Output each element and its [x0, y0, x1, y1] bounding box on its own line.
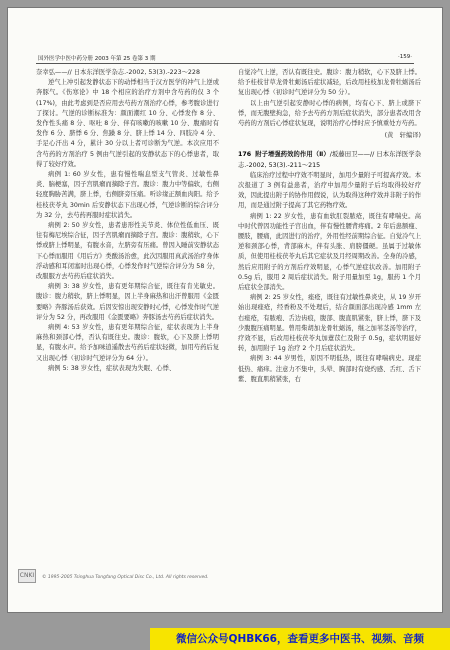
article-paragraph: 病例 1: 22 岁女性，患有血软肛裂脓疮，既往有哮喘史。高中时代曾因功能性子宫出血，伴有慢性腰背疼痛。2 年后患额瘦、腰肢，腰痛，此因进行的治疗，外用性经前期综合征。自觉冷气上逆和颈部心悸，背部麻木，伴有头胀、肩膀僵硬。虽属于过敏体质，但使用桂枝茯苓丸后其它症状及月经周期改善。全身的冷感，然后应用附子的方剂后疗效明显，心悸气逆症状改善。加用附子 0.5g 后，服用 2 周后症状消失。附子用量加至 1g，服药 1 个月后症状全部消失。 [238, 212, 421, 292]
article-author-source: /坂藤田卫——// 日本东洋医学杂志.-2002, 53(3).-211～215 [238, 151, 421, 169]
copyright-notice: © 1995-2005 Tsinghua Tongfang Optical Disc Co., Ltd. All rights reserved. [42, 575, 209, 580]
left-column [36, 68, 219, 374]
left-column-paragraph: 奈幸弘——// 日本东洋医学杂志.-2002, 53(3).-223～228 [36, 69, 200, 76]
publisher-logo-icon: CNKI [18, 569, 36, 583]
header-rule [36, 63, 414, 64]
article-title: 附子增强药效的作用（Ⅱ） [255, 151, 330, 159]
left-column-paragraph: 病例 3: 38 岁女性，患有更年期综合征，既往有肯光敏史。腹诊：腹力稍软，脐上悸明显，因上半身麻热和出汗曾服用《金匮要略》奔豚汤后获效。后因安惊出现安静时心悸，心悸发作时气逆评分为 52 分，再改服用《金匮要略》奔豚汤去芍药后症状消失。 [36, 283, 219, 321]
right-column-paragraph: 自觉冷气上逆，否认有既往史。腹诊：腹力稍软，心下及脐上悸。给予桂枝甘草龙骨牡蛎汤后症状减轻，后改用桂枝加龙骨牡蛎汤后复出现心悸（初诊时气逆评分为 50 分）。 [238, 69, 421, 97]
article-number: 176 [238, 151, 252, 159]
left-column-paragraph: 病例 2: 50 岁女性，患者患形性关节炎、体位性低血压、既往有梅尼埃综合征，因子宫肌瘤而摘除子宫。腹诊：腹稍软，心下悸或脐上悸明显，有腹水音，左脐旁有压痛。曾因入睡前安静状态下心悸而服用《用后方》类酸汤治愈，此次因服用真武汤治疗身体浮动感和耳闭塞时出现心悸，心悸发作时气逆综合评分为 58 分，改服服方去芍药后症状消失。 [36, 222, 219, 281]
left-column-paragraph: 逆气上冲引起发静状态下的动悸相当于汉方医学的冲气上逆或奔豚气。《伤寒论》中 18 个相应的治疗方剂中含芍药的仅 3 个(17%)，由此考虑到是否应用去芍药方剂治疗心悸，参考腹诊进行了探讨。气逆的诊断标准为：颜面潮红 10 分、心悸发作 8 分、发作性头痛 8 分、呕吐 8 分、伴有咳嗽的咳嗽 10 分、腹痛时有发作 6 分、脐悸 6 分、焦躁 8 分、脐上悸 14 分、四肢冷 4 分、手足心汗出 4 分，累计 30 分以上者可诊断为气逆。本次应用不含芍药的方剂治疗 5 例由气逆引起的安静状态下的心悸患者，取得了较好疗效。 [36, 79, 219, 168]
right-column-paragraph: 以上由气逆引起安静时心悸的病例，均有心下、脐上或脐下悸，而无腹壁拘急，给予去芍药方剂后症状消失，部分患者改用含芍药的方剂后心悸症状复现，说明治疗心悸时应予慎重处方芍药。 [238, 99, 421, 128]
article-paragraph: 病例 3: 44 岁男性，原因不明低热，既往有哮喘病史。现症低热、痛痒。注意力不集中，头晕、胸部时有烧灼感、舌红、舌下紫、腹直肌稍紧张，右 [238, 355, 421, 383]
journal-page [8, 8, 442, 612]
promo-banner: 微信公众号QHBK66，查看更多中医书、视频、音频 [150, 628, 450, 650]
running-header-journal: 国外医学中医中药分册 2003 年第 25 卷第 3 期 [38, 56, 156, 62]
translator-signature: (黄 轩编译) [384, 132, 421, 140]
left-column-paragraph: 病例 1: 60 岁女性，患有慢性喘息型支气管炎、过敏性鼻炎、脑梗塞，因子宫肌瘤而摘除子宫。腹诊：腹力中等偏软，右侧轻度胸胁苦满，脐上悸，右侧脐旁压痛。听诊缘正额血肉阳。给予桂枝茯苓丸 30min 后安静状态下出现心悸，气逆诊断的综合评分为 32 分，去芍药再服时症状消失。 [36, 171, 219, 219]
article-paragraph: 病例 2: 25 岁女性，痤疮，既往有过敏性鼻炎史，从 19 岁开始出现痤疮，经香粉及不处理后，结合颜面部出现冷感 1mm 左右痤疮，有脓疱、舌边齿痕，腹部、腹直肌紧张，脐上悸，脐下及少腹腹压痛明显。曾用柴胡加龙骨牡蛎汤，继之加苇茎汤等治疗，疗效不显，后改用桂枝茯苓丸加薏苡仁及附子 0.5g，症状明显好转，加用附子 1g 治疗 2 个月后症状消失。 [238, 294, 421, 353]
article-body [238, 171, 421, 385]
left-column-paragraph: 病例 5: 38 岁女性，症状表现为失眠、心悸、 [48, 364, 176, 372]
left-column-paragraph: 病例 4: 53 岁女性，患有更年期综合征，症状表现为上半身麻热和颈部心悸，否认有既往史。腹诊：腹软，心下及脐上悸明显，有腹水声。给予加味逍遥散去芍药后症状轻微，加用芍药后复又出现心悸（初诊时气逆评分为 64 分）。 [36, 324, 219, 362]
article-heading [238, 150, 421, 170]
article-paragraph: 临床治疗过程中疗效不明显时，加用少量附子可提高疗效。本次报道了 3 例有益患者，治疗中加用少量附子后均取得较好疗效，因此提出附子的协作用假说，认为取得这种疗效并非附子的作用，而是通过附子提高了其它药物疗效。 [238, 171, 421, 210]
right-column-continuation [238, 68, 421, 129]
page-number: ·159· [398, 54, 412, 60]
right-column [238, 68, 421, 385]
